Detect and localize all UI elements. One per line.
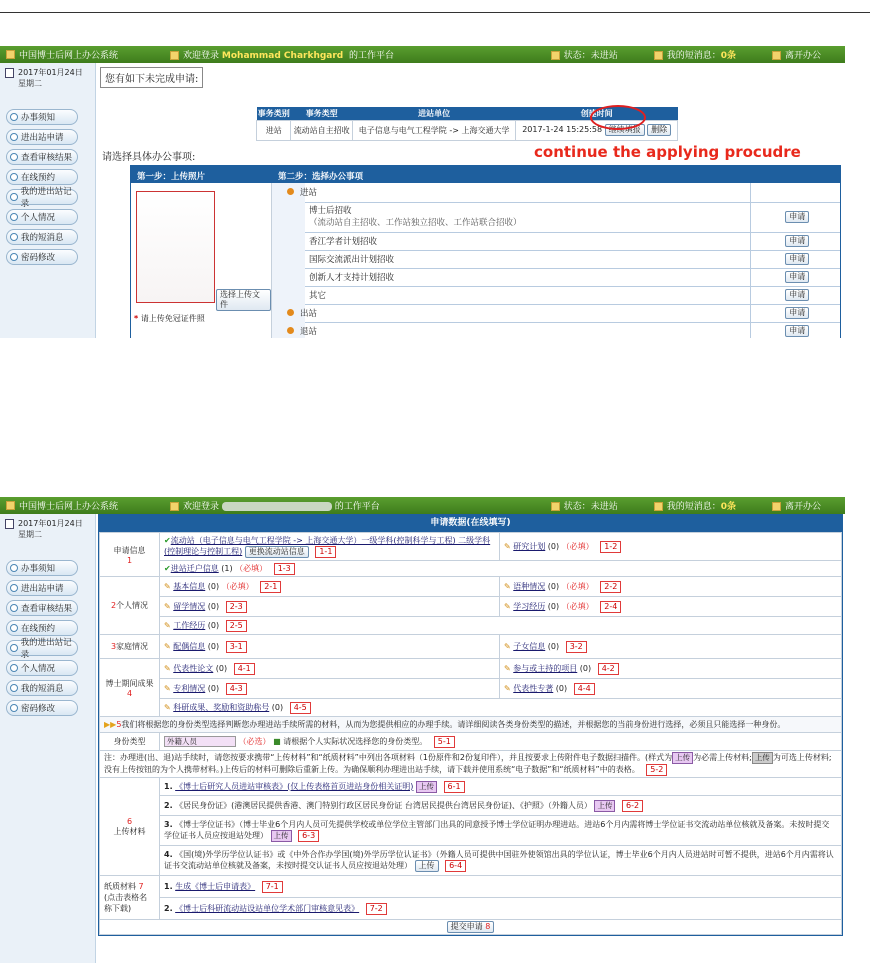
col-created: 创建时间 (516, 107, 678, 120)
sidebar (0, 514, 96, 963)
cell-created: 2017-1-24 15:25:58 继续填报 删除 (516, 120, 678, 140)
tag: 5-2 (646, 764, 667, 776)
children-link[interactable]: 子女信息 (513, 641, 546, 651)
user-name: Mohammad Charkhgard (221, 51, 344, 61)
tag: 2-5 (226, 620, 247, 632)
circle-icon (10, 644, 18, 652)
sidebar-item-personal[interactable]: 个人情况 (6, 209, 78, 225)
steps-table (130, 165, 841, 338)
circle-icon (10, 253, 18, 261)
home-icon (6, 501, 15, 510)
pencil-icon: ✎ (164, 683, 171, 693)
patent-link[interactable]: 专利情况 (173, 683, 206, 693)
option-postdoc: 博士后招收 （流动站自主招收、工作站独立招收、工作站联合招收） 申请 (272, 202, 840, 232)
circle-icon (10, 584, 18, 592)
apply-button[interactable]: 申请 (785, 253, 809, 265)
calendar-icon (5, 519, 14, 529)
study-link[interactable]: 学习经历 (513, 601, 546, 611)
circle-icon (10, 193, 18, 201)
unfinished-title: 您有如下未完成申请: (100, 67, 203, 88)
section-paper: 纸质材料 7 (点击表格名称下载) 1. 生成《博士后申请表》 7-1 (100, 876, 842, 898)
circle-icon (10, 133, 18, 141)
review-form-link[interactable]: 《博士后科研流动站设站单位学术部门审核意见表》 (175, 903, 360, 913)
pencil-icon: ✎ (164, 641, 171, 651)
language-link[interactable]: 语种情况 (513, 581, 546, 591)
tag: 6-1 (444, 781, 465, 793)
leave-link[interactable]: 离开办公 (766, 48, 821, 61)
step1-header: 第一步：上传照片 (137, 172, 206, 182)
redacted-name (222, 502, 332, 511)
circle-icon (10, 213, 18, 221)
section-upload: 6 上传材料 1. 《博士后研究人员进站审核表》(仅上传表格首页进站身份相关证明) 上传 6-1 (100, 778, 842, 796)
work-link[interactable]: 工作经历 (173, 620, 206, 630)
tag: 7-1 (262, 881, 283, 893)
sidebar-weekday: 星期二 (18, 530, 42, 539)
change-station-button[interactable]: 更换流动站信息 (245, 546, 309, 558)
pencil-icon: ✎ (164, 581, 171, 591)
app-title: 中国博士后网上办公系统 (19, 502, 119, 512)
tag: 2-3 (226, 601, 247, 613)
section-results: 博士期间成果 4 ✎ 代表性论文 (0) 4-1 ✎ 参与或主持的项目 (0) 4-2 (100, 659, 842, 679)
section-personal: 2个人情况 ✎ 基本信息 (0) （必填） 2-1 ✎ 语种情况 (0) （必填） 2-2 (100, 577, 842, 597)
tag: 3-2 (566, 641, 587, 653)
circle-icon (10, 684, 18, 692)
sidebar-item-results[interactable]: 查看审核结果 (6, 600, 78, 616)
tag: 2-4 (600, 601, 621, 613)
col-unit: 进站单位 (352, 107, 515, 120)
circle-icon (10, 564, 18, 572)
sidebar-item-apply[interactable]: 进出站申请 (6, 129, 78, 145)
sidebar-item-messages[interactable]: 我的短消息 (6, 680, 78, 696)
screenshot-panel-1 (0, 46, 845, 338)
top-bar (0, 497, 845, 514)
bullet-icon (287, 309, 294, 316)
exit-icon (772, 502, 781, 511)
tag: 6-3 (298, 830, 319, 842)
upload-button[interactable]: 选择上传文件 (216, 289, 271, 311)
messages[interactable]: 我的短消息：0条 (648, 499, 736, 512)
bullet-icon (287, 327, 294, 334)
tag: 4-2 (598, 663, 619, 675)
award-link[interactable]: 科研成果、奖励和资助称号 (173, 702, 270, 712)
sidebar-item-booking[interactable]: 在线预约 (6, 169, 78, 185)
circle-icon (10, 704, 18, 712)
upload-item: 3. 《博士学位证书》（博士毕业6个月内人员可先提供学校或单位学位主管部门出具的同意授予博士学位证明办理进站。进站6个月内需将博士学位证书交流动站单位核就及备案。未按时提交学位证书人员应按退站处理） 上传 6-3 (160, 816, 842, 846)
pencil-icon: ✎ (504, 641, 511, 651)
sidebar-item-results[interactable]: 查看审核结果 (6, 149, 78, 165)
circle-icon (10, 173, 18, 181)
continue-button[interactable]: 继续填报 (605, 124, 645, 136)
choose-title: 请选择具体办公事项: (102, 152, 196, 163)
status-icon (551, 51, 560, 60)
tag: 5-1 (434, 736, 455, 748)
tag: 7-2 (366, 903, 387, 915)
option-exchange: 国际交流派出计划招收 申请 (272, 250, 840, 268)
sidebar-item-notice[interactable]: 办事须知 (6, 109, 78, 125)
tag: 4-3 (226, 683, 247, 695)
upload-item: 4. 《国(境)外学历学位认证书》或《中外合作办学国(境)外学历学位认证书》（外籍人员可提供中国驻外使领馆出具的学位认证，博士毕业6个月内人员进站时可暂不提供，进站6个月内需将认证书交流动站单位核就及备案，未按时提交认证书人员应按退站处理） 上传 6-4 (160, 846, 842, 876)
upload-item: 1. 《博士后研究人员进站审核表》(仅上传表格首页进站身份相关证明) 上传 6-1 (160, 778, 842, 796)
platform-text: 的工作平台 (334, 502, 380, 512)
tag: 6-4 (445, 860, 466, 872)
pencil-icon: ✎ (504, 601, 511, 611)
calendar-icon (5, 68, 14, 78)
top-bar (0, 46, 845, 63)
upload-button[interactable]: 上传 (416, 781, 437, 793)
abroad-link[interactable]: 留学情况 (173, 601, 206, 611)
annotation-text: continue the applying procudre (534, 143, 801, 161)
option-hkscholar: 香江学者计划招收 申请 (272, 232, 840, 250)
paper-link[interactable]: 代表性论文 (173, 663, 214, 673)
option-other: 其它 申请 (272, 286, 840, 304)
tag: 6-2 (622, 800, 643, 812)
circle-icon (10, 153, 18, 161)
welcome-text: 欢迎登录 (183, 51, 220, 61)
identity-notice: ▶▶5我们将根据您的身份类型选择判断您办理进站手续所需的材料，从而为您提供相应的办理手续。请详细阅读各类身份类型的描述，并根据您的当前身份进行选择，必须且只能选择一种身份。 (100, 717, 842, 733)
spouse-link[interactable]: 配偶信息 (173, 641, 206, 651)
household-link[interactable]: 进站迁户信息 (170, 563, 219, 573)
submit-button[interactable]: 提交申请 8 (447, 921, 495, 933)
form-title: 申请数据(在线填写) (99, 515, 842, 532)
pencil-icon: ✎ (164, 601, 171, 611)
circle-icon (10, 664, 18, 672)
exit-icon (772, 51, 781, 60)
status: 状态：未进站 (545, 499, 618, 512)
pencil-icon: ✎ (164, 702, 171, 712)
sidebar-item-booking[interactable]: 在线预约 (6, 620, 78, 636)
leave-link[interactable]: 离开办公 (766, 499, 821, 512)
circle-icon (10, 604, 18, 612)
book-link[interactable]: 代表性专著 (513, 683, 554, 693)
upload-button[interactable]: 上传 (594, 800, 615, 812)
sidebar-item-notice[interactable]: 办事须知 (6, 560, 78, 576)
upload-note: 注：办理进(出、退)站手续时，请您按要求携带“上传材料”和“纸质材料”中列出各项材料（1份原件和2份复印件），并且按要求上传附件电子数据扫描件。(样式为 上传 为必需上传材料; 上传 为可选上传材料;没有上传按钮的为个人携带材料。)上传后的材料可删除后重新上传。为确保顺利办理进出站手续，请下载并使用系统“电子数据”和“纸质材料”中的表格。 5-2 (100, 751, 842, 778)
tag: 4-5 (290, 702, 311, 714)
sidebar-weekday: 星期二 (18, 79, 42, 88)
cat-apply-info: 申请信息 1 (100, 533, 160, 577)
col-type: 事务类型 (291, 107, 352, 120)
identity-select[interactable]: 外籍人员 (164, 736, 236, 747)
apply-button[interactable]: 申请 (785, 211, 809, 223)
cell-category: 进站 (257, 120, 291, 140)
application-form: 申请数据(在线填写) 申请信息 1 ✔流动站（电子信息与电气工程学院 -> 上海交通大学）一级学科(控制科学与工程) 二级学科(控制理论与控制工程) 更换流动站信息 1-1 ✎ 研究计划 (0) （必填） 1-2 ✔进站迁户信息 (1) （必填） 1-3 2个人情况 ✎ 基本信息 (0) （必填） 2-1 ✎ 语种情况 (0) （必填） 2-2 ✎ 留学情况 (0) 2-3 ✎ 学习经历 (0) （必填） 2-4 ✎ 工作经历 (0) 2-5 3家庭情况 ✎ 配偶信息 (0) 3-1 ✎ 子女信息 (0) 3-2 博士期间成果 4 ✎ 代表性论文 (0) 4-1 ✎ 参与或主持的项目 (0) 4-2 ✎ 专利情况 (0) 4-3 ✎ 代表性专著 (0) 4-4 ✎ 科研成果、奖励和资助称号 (0) 4-5 ▶▶5我们将根据您的身份类型选择判断您办理进站手续所需的材料，从而为您提供相应的办理手续。请详细阅读各类身份类型的描述，并根据您的当前身份进行选择，必须且只能选择一种身份。 身份类型 外籍人员 （必选） ■ 请根据个人实际状况选择您的身份类型。 5-1 注：办理进(出、退)站手续时，请您按要求携带“上传材料”和“纸质材料”中列出各项材料（1份原件和2份复印件），并且按要求上传附件电子数据扫描件。(样式为 上传 为必需上传材料; 上传 为可选上传材料;没有上传按钮的为个人携带材料。)上传后的材料可删除后重新上传。为确保顺利办理进出站手续，请下载并使用系统“电子数据”和“纸质材料”中的表格。 5-2 6 上传材料 1. 《博士后研究人员进站审核表》(仅上传表格首页进站身份相关证明) 上传 6-1 2. 《居民身份证》(港澳居民提供香港、澳门特别行政区居民身份证 台湾居民提供台湾居民身份证)、《护照》（外籍人员） 上传 6-2 3. 《博士学位证书》（博士毕业6个月内人员可先提供学校或单位学位主管部门出具的同意授予博士学位证明办理进站。进站6个月内需将博士学位证书交流动站单位核就及备案。未按时提交学位证书人员应按退站处理） 上传 6-3 4. 《国(境)外学历学位认证书》或《中外合作办学国(境)外学历学位认证书》（外籍人员可提供中国驻外使领馆出具的学位认证，博士毕业6个月内人员进站时可暂不提供，进站6个月内需将认证书交流动站单位核就及备案，未按时提交认证书人员应按退站处理） 上传 6-4 纸质材料 7 (点击表格名称下载) 1. 生成《博士后申请表》 7-1 2. 《博士后科研流动站设站单位学术部门审核意见表》 7-2 提交申请 8 (98, 514, 843, 936)
sidebar-date: 2017年01月24日 (18, 519, 83, 528)
app-title: 中国博士后网上办公系统 (19, 51, 119, 61)
tag: 1-2 (600, 541, 621, 553)
upload-button[interactable]: 上传 (415, 860, 439, 872)
cell-unit: 电子信息与电气工程学院 -> 上海交通大学 (352, 120, 515, 140)
mail-icon (654, 51, 663, 60)
pencil-icon: ✎ (504, 581, 511, 591)
home-icon (6, 50, 15, 59)
sidebar-item-password[interactable]: 密码修改 (6, 700, 78, 716)
platform-text: 的工作平台 (348, 51, 394, 61)
check-icon: ✔ (164, 536, 171, 545)
section-family: 3家庭情况 ✎ 配偶信息 (0) 3-1 ✎ 子女信息 (0) 3-2 (100, 635, 842, 659)
sidebar-item-apply[interactable]: 进出站申请 (6, 580, 78, 596)
generate-form-link[interactable]: 生成《博士后申请表》 (175, 881, 256, 891)
status: 状态：未进站 (545, 48, 618, 61)
apply-button[interactable]: 申请 (785, 235, 809, 247)
sidebar-item-records[interactable]: 我的进出站记录 (6, 640, 78, 656)
step2-header: 第二步：选择办公事项 (278, 172, 364, 182)
check-icon: ✔ (164, 563, 171, 573)
user-icon (170, 51, 179, 60)
option-innovation: 创新人才支持计划招收 申请 (272, 268, 840, 286)
status-icon (551, 502, 560, 511)
photo-area (131, 183, 272, 338)
tag: 3-1 (226, 641, 247, 653)
sidebar-item-password[interactable]: 密码修改 (6, 249, 78, 265)
identity-label: 身份类型 (100, 733, 160, 751)
tag: 2-2 (600, 581, 621, 593)
pencil-icon: ✎ (504, 683, 511, 693)
mail-icon (654, 502, 663, 511)
circle-icon (10, 113, 18, 121)
upload-item: 2. 《居民身份证》(港澳居民提供香港、澳门特别行政区居民身份证 台湾居民提供台湾居民身份证)、《护照》（外籍人员） 上传 6-2 (160, 796, 842, 816)
welcome-text: 欢迎登录 (183, 502, 220, 512)
sidebar-item-records[interactable]: 我的进出站记录 (6, 189, 78, 205)
sidebar-item-personal[interactable]: 个人情况 (6, 660, 78, 676)
user-icon (170, 502, 179, 511)
sidebar (0, 63, 96, 338)
tag: 4-4 (574, 683, 595, 695)
photo-placeholder (136, 191, 215, 303)
upload-button[interactable]: 上传 (271, 830, 292, 842)
tag: 1-1 (315, 546, 336, 558)
messages[interactable]: 我的短消息：0条 (648, 48, 736, 61)
pencil-icon: ✎ (164, 620, 171, 630)
basic-info-link[interactable]: 基本信息 (173, 581, 206, 591)
pencil-icon: ✎ (504, 663, 511, 673)
sidebar-item-messages[interactable]: 我的短消息 (6, 229, 78, 245)
circle-icon (10, 624, 18, 632)
sidebar-date: 2017年01月24日 (18, 68, 83, 77)
delete-button[interactable]: 删除 (647, 124, 671, 136)
apply-button[interactable]: 申请 (785, 271, 809, 283)
project-link[interactable]: 参与或主持的项目 (513, 663, 578, 673)
col-category: 事务类别 (257, 107, 291, 120)
top-divider (0, 12, 870, 13)
tag: 1-3 (274, 563, 295, 575)
research-plan-link[interactable]: 研究计划 (513, 541, 546, 551)
tag: 2-1 (260, 581, 281, 593)
option-exit: 出站 申请 (272, 304, 840, 322)
apply-button[interactable]: 申请 (785, 289, 809, 301)
station-link[interactable]: 流动站（电子信息与电气工程学院 -> 上海交通大学）一级学科(控制科学与工程) 二级学科(控制理论与控制工程) (164, 536, 491, 556)
pencil-icon: ✎ (164, 663, 171, 673)
highlight-oval (590, 105, 646, 130)
apply-button[interactable]: 申请 (785, 325, 809, 337)
upload-note: * 请上传免冠证件照 (134, 314, 205, 323)
section-apply-info: 申请信息 1 ✔流动站（电子信息与电气工程学院 -> 上海交通大学）一级学科(控制科学与工程) 二级学科(控制理论与控制工程) 更换流动站信息 1-1 ✎ 研究计划 (0) （必填） 1-2 (100, 533, 842, 561)
option-withdraw: 退站 申请 (272, 322, 840, 338)
option-entry: 进站 (272, 183, 840, 202)
cell-type: 流动站自主招收 (291, 120, 352, 140)
screenshot-panel-2 (0, 497, 845, 963)
circle-icon (10, 233, 18, 241)
pencil-icon: ✎ (504, 541, 511, 551)
tag: 4-1 (234, 663, 255, 675)
apply-button[interactable]: 申请 (785, 307, 809, 319)
